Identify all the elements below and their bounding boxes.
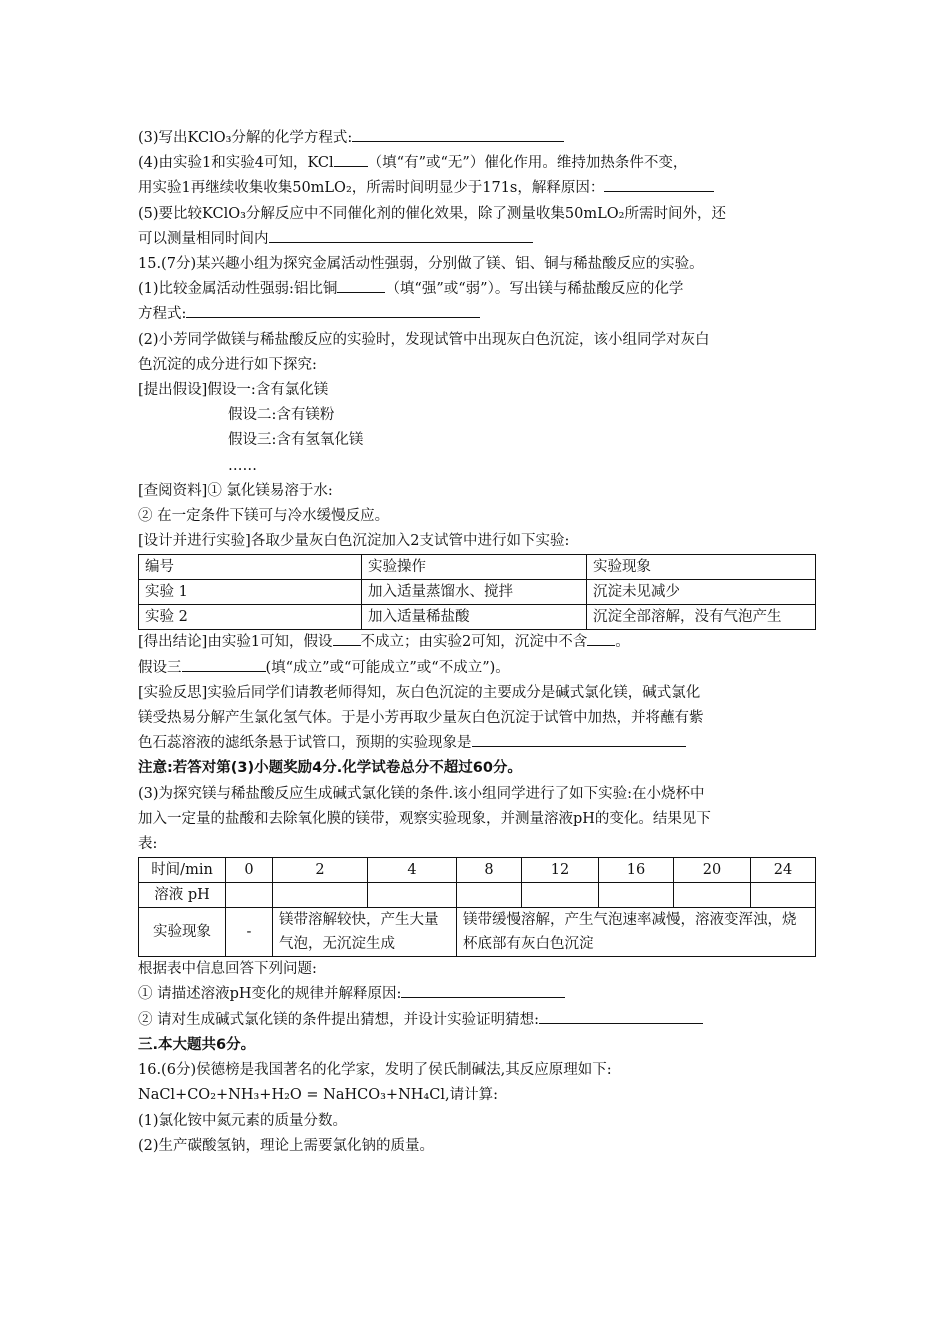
q16-intro: 16.(6分)侯德榜是我国著名的化学家，发明了侯氏制碱法,其反应原理如下: xyxy=(138,1062,612,1079)
bonus-note: 注意:若答对第(3)小题奖励4分.化学试卷总分不超过60分。 xyxy=(138,760,522,777)
answer-blank[interactable] xyxy=(539,1008,703,1024)
q14-part5: (5)要比较KClO₃分解反应中不同催化剂的催化效果，除了测量收集50mLO₂所需时间外，还 xyxy=(138,205,726,222)
answer-blank[interactable] xyxy=(352,126,564,142)
q16-equation: NaCl+CO₂+NH₃+H₂O = NaHCO₃+NH₄Cl,请计算: xyxy=(138,1087,498,1104)
q15-part1: (1)比较金属活动性强弱:铝比铜 （填“强”或“弱”）。写出镁与稀盐酸反应的化学 xyxy=(138,277,818,302)
experiment-table xyxy=(138,554,816,630)
table-row xyxy=(139,908,816,957)
table-cell: 沉淀未见减少 xyxy=(587,580,816,605)
q16-sub-1: (1)氯化铵中氮元素的质量分数。 xyxy=(138,1112,348,1129)
table-cell: 加入适量蒸馏水、搅拌 xyxy=(362,580,587,605)
table-header: 4 xyxy=(368,858,457,883)
ph-input[interactable] xyxy=(751,883,816,908)
table-header: 24 xyxy=(751,858,816,883)
answer-intro: 根据表中信息回答下列问题: xyxy=(138,961,317,978)
answer-blank[interactable] xyxy=(334,151,368,167)
answer-blank[interactable] xyxy=(587,630,615,646)
table-header: 实验操作 xyxy=(362,555,587,580)
q15-part2-cont: 色沉淀的成分进行如下探究: xyxy=(138,356,317,373)
table-header: 编号 xyxy=(139,555,362,580)
section-3-heading: 三.本大题共6分。 xyxy=(138,1036,256,1053)
answer-blank[interactable] xyxy=(337,277,385,293)
q14-part3: (3)写出KClO₃分解的化学方程式: xyxy=(138,126,818,151)
ph-input[interactable] xyxy=(457,883,522,908)
answer-blank[interactable] xyxy=(186,302,480,318)
q14-part5-cont: 可以测量相同时间内 xyxy=(138,227,818,252)
table-cell: 实验 1 xyxy=(139,580,362,605)
table-row xyxy=(139,580,816,605)
table-cell: 镁带溶解较快，产生大量气泡，无沉淀生成 xyxy=(273,908,457,957)
table-header: 实验现象 xyxy=(587,555,816,580)
reflection-3: 色石蕊溶液的滤纸条悬于试管口，预期的实验现象是 xyxy=(138,731,818,756)
hypothesis-3: 假设三:含有氢氧化镁 xyxy=(228,432,364,449)
ph-input[interactable] xyxy=(273,883,368,908)
table-header: 12 xyxy=(522,858,599,883)
q14-part4: (4)由实验1和实验4可知，KCl （填“有”或“无”）催化作用。维持加热条件不变， xyxy=(138,151,818,176)
table-cell: - xyxy=(226,908,273,957)
exam-page xyxy=(138,126,818,1159)
q14-part4-cont: 用实验1再继续收集收集50mLO₂，所需时间明显少于171s，解释原因： xyxy=(138,176,818,201)
conclusion-2: 假设三 (填“成立”或“可能成立”或“不成立”)。 xyxy=(138,656,818,681)
table-cell: 镁带缓慢溶解，产生气泡速率减慢，溶液变浑浊，烧杯底部有灰白色沉淀 xyxy=(457,908,816,957)
table-header: 时间/min xyxy=(139,858,226,883)
table-row xyxy=(139,858,816,883)
ph-input[interactable] xyxy=(674,883,751,908)
ph-input[interactable] xyxy=(368,883,457,908)
table-header: 16 xyxy=(599,858,674,883)
conclusion-1: [得出结论]由实验1可知，假设 不成立；由实验2可知，沉淀中不含 。 xyxy=(138,630,818,655)
table-header: 0 xyxy=(226,858,273,883)
q15-part3: (3)为探究镁与稀盐酸反应生成碱式氯化镁的条件.该小组同学进行了如下实验:在小烧杯中 xyxy=(138,785,705,802)
answer-blank[interactable] xyxy=(604,176,714,192)
table-header: 20 xyxy=(674,858,751,883)
design-intro: [设计并进行实验]各取少量灰白色沉淀加入2支试管中进行如下实验: xyxy=(138,533,570,550)
hypothesis-etc: …… xyxy=(228,457,257,474)
table-cell: 沉淀全部溶解，没有气泡产生 xyxy=(587,605,816,630)
reflection-2: 镁受热易分解产生氯化氢气体。于是小芳再取少量灰白色沉淀于试管中加热，并将蘸有紫 xyxy=(138,710,704,727)
ph-input[interactable] xyxy=(599,883,674,908)
ph-input[interactable] xyxy=(522,883,599,908)
table-cell: 加入适量稀盐酸 xyxy=(362,605,587,630)
q15-intro: 15.(7分)某兴趣小组为探究金属活动性强弱，分别做了镁、铝、铜与稀盐酸反应的实验。 xyxy=(138,256,704,273)
table-cell: 溶液 pH xyxy=(139,883,226,908)
q16-sub-2: (2)生产碳酸氢钠，理论上需要氯化钠的质量。 xyxy=(138,1137,435,1154)
table-header: 8 xyxy=(457,858,522,883)
ph-input[interactable] xyxy=(226,883,273,908)
hypothesis-2: 假设二:含有镁粉 xyxy=(228,407,335,424)
reference-2: ② 在一定条件下镁可与冷水缓慢反应。 xyxy=(138,508,390,525)
table-cell: 实验 2 xyxy=(139,605,362,630)
table-header: 2 xyxy=(273,858,368,883)
answer-1: ① 请描述溶液pH变化的规律并解释原因: xyxy=(138,982,818,1007)
reference-1: [查阅资料]① 氯化镁易溶于水: xyxy=(138,482,333,499)
table-header-row xyxy=(139,555,816,580)
q15-part3-cont2: 表: xyxy=(138,836,158,853)
answer-blank[interactable] xyxy=(401,982,565,998)
reflection-1: [实验反思]实验后同学们请教老师得知，灰白色沉淀的主要成分是碱式氯化镁，碱式氯化 xyxy=(138,684,701,701)
table-row xyxy=(139,605,816,630)
hypothesis-1: [提出假设]假设一:含有氯化镁 xyxy=(138,382,329,399)
table-row xyxy=(139,883,816,908)
table-cell: 实验现象 xyxy=(139,908,226,957)
q15-part1-cont: 方程式: xyxy=(138,302,818,327)
answer-blank[interactable] xyxy=(472,731,686,747)
answer-2: ② 请对生成碱式氯化镁的条件提出猜想，并设计实验证明猜想: xyxy=(138,1008,818,1033)
answer-blank[interactable] xyxy=(269,227,533,243)
q15-part3-cont: 加入一定量的盐酸和去除氧化膜的镁带，观察实验现象，并测量溶液pH的变化。结果见下 xyxy=(138,810,711,827)
answer-blank[interactable] xyxy=(182,656,266,672)
q15-part2: (2)小芳同学做镁与稀盐酸反应的实验时，发现试管中出现灰白色沉淀，该小组同学对灰白 xyxy=(138,331,710,348)
answer-blank[interactable] xyxy=(333,630,361,646)
ph-table xyxy=(138,857,816,957)
